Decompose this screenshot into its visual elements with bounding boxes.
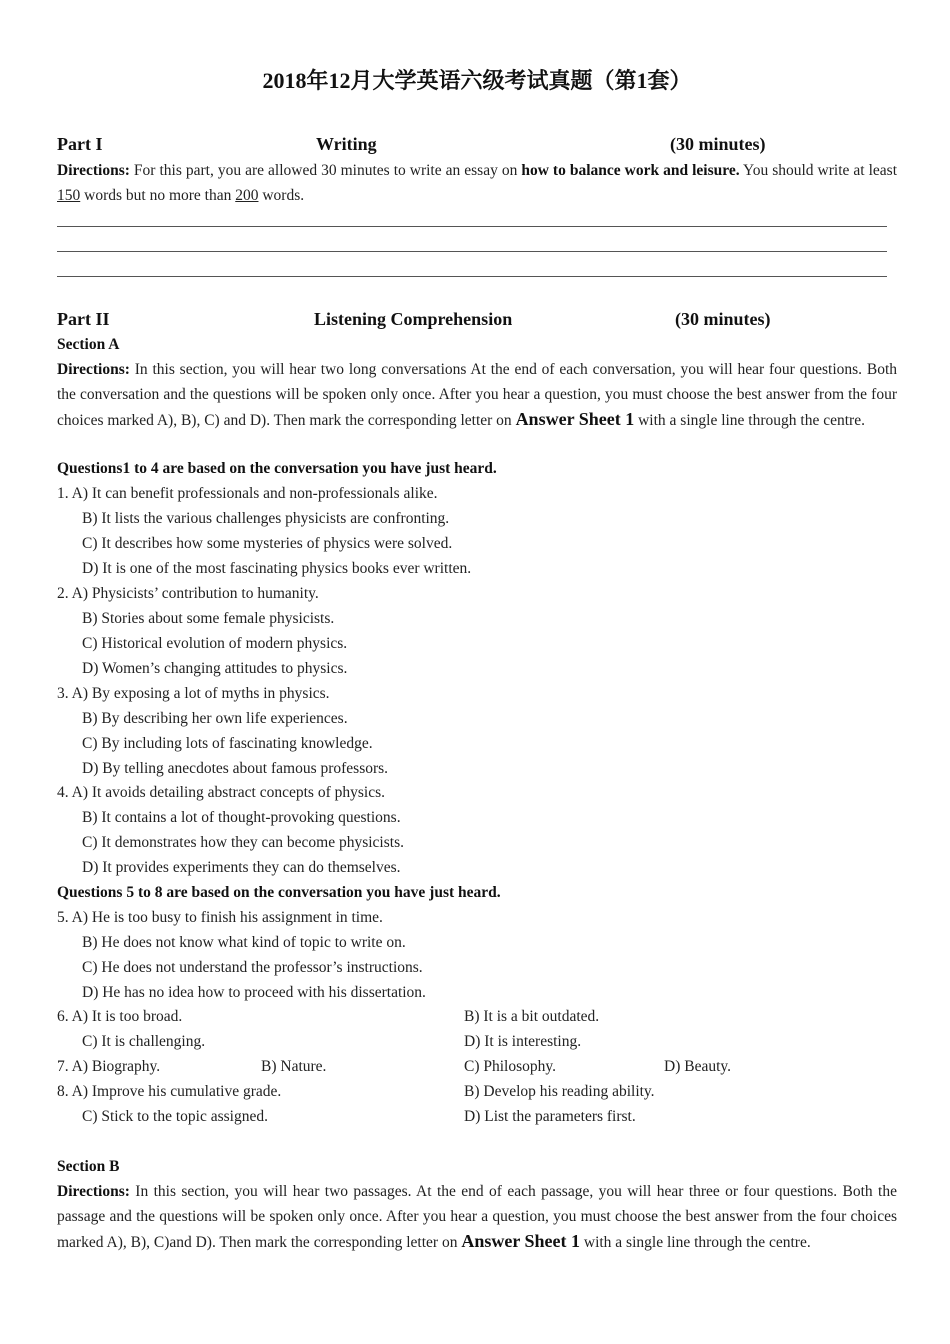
- q8-option-d: D) List the parameters first.: [464, 1108, 636, 1125]
- q6-option-a: 6. A) It is too broad.: [57, 1008, 183, 1025]
- q2-option-c: C) Historical evolution of modern physics.: [82, 635, 348, 652]
- q6-option-c: C) It is challenging.: [82, 1033, 206, 1050]
- part1-directions: Directions: For this part, you are allowed 30 minutes to write an essay on how to balance work and leisure. You should write at least 150 words but no more than 200 words.: [57, 162, 898, 204]
- page-title: 2018年12月大学英语六级考试真题（第1套）: [262, 68, 692, 93]
- part1-time: (30 minutes): [670, 134, 766, 154]
- q3-option-a: 3. A) By exposing a lot of myths in physics.: [57, 685, 330, 702]
- q3-option-c: C) By including lots of fascinating knowledge.: [82, 735, 373, 752]
- question-group-heading: Questions1 to 4 are based on the conversation you have just heard.: [57, 460, 497, 477]
- directions-label: Directions:: [57, 1183, 130, 1200]
- min-words: 150: [57, 187, 81, 204]
- q3-option-b: B) By describing her own life experiences.: [82, 710, 348, 727]
- q6-option-b: B) It is a bit outdated.: [464, 1008, 600, 1025]
- answer-line-1: [57, 226, 887, 227]
- q2-option-d: D) Women’s changing attitudes to physics.: [82, 660, 348, 677]
- q2-option-b: B) Stories about some female physicists.: [82, 610, 335, 627]
- sectionB-directions: Directions: In this section, you will hear two passages. At the end of each passage, you will hear three or four questions. Both the passage and the questions will be spoken only once. After you hear a question, you must choose the best answer from the four choices marked A), B), C)and D). Then mark the corresponding letter on Answer Sheet 1 with a single line through the centre.: [57, 1183, 897, 1251]
- q3-option-d: D) By telling anecdotes about famous professors.: [82, 760, 389, 777]
- q8-option-b: B) Develop his reading ability.: [464, 1083, 655, 1100]
- essay-topic: how to balance work and leisure.: [521, 162, 740, 179]
- q7-option-a: 7. A) Biography.: [57, 1058, 161, 1075]
- max-words: 200: [235, 187, 259, 204]
- part2-name: Listening Comprehension: [314, 309, 513, 329]
- part2-time: (30 minutes): [675, 309, 771, 329]
- q5-option-c: C) He does not understand the professor’s instructions.: [82, 959, 423, 976]
- q4-option-b: B) It contains a lot of thought-provoking questions.: [82, 809, 401, 826]
- q1-option-a: 1. A) It can benefit professionals and non-professionals alike.: [57, 485, 438, 502]
- part1-name: Writing: [316, 134, 377, 154]
- sectionA-directions: Directions: In this section, you will hear two long conversations At the end of each conversation, you will hear four questions. Both the conversation and the questions will be spoken only once. After you hear a question, you must choose the best answer from the four choices marked A), B), C) and D). Then mark the corresponding letter on Answer Sheet 1 with a single line through the centre.: [57, 361, 897, 429]
- directions-label: Directions:: [57, 361, 130, 378]
- answer-line-3: [57, 276, 887, 277]
- q4-option-c: C) It demonstrates how they can become physicists.: [82, 834, 404, 851]
- q4-option-a: 4. A) It avoids detailing abstract concepts of physics.: [57, 784, 386, 801]
- part1-label: Part I: [57, 134, 103, 154]
- q8-option-a: 8. A) Improve his cumulative grade.: [57, 1083, 282, 1100]
- q7-option-d: D) Beauty.: [664, 1058, 732, 1075]
- sectionB-heading: Section B: [57, 1158, 120, 1175]
- q5-option-a: 5. A) He is too busy to finish his assignment in time.: [57, 909, 383, 926]
- q4-option-d: D) It provides experiments they can do themselves.: [82, 859, 401, 876]
- question-group-heading: Questions 5 to 8 are based on the conversation you have just heard.: [57, 884, 501, 901]
- part2-label: Part II: [57, 309, 110, 329]
- answer-line-2: [57, 251, 887, 252]
- q5-option-b: B) He does not know what kind of topic to write on.: [82, 934, 406, 951]
- q8-option-c: C) Stick to the topic assigned.: [82, 1108, 268, 1125]
- q7-option-c: C) Philosophy.: [464, 1058, 557, 1075]
- q2-option-a: 2. A) Physicists’ contribution to humanity.: [57, 585, 319, 602]
- q1-option-c: C) It describes how some mysteries of physics were solved.: [82, 535, 453, 552]
- part2-header: [57, 309, 897, 333]
- q1-option-b: B) It lists the various challenges physicists are confronting.: [82, 510, 450, 527]
- answer-sheet-label: Answer Sheet 1: [515, 409, 635, 429]
- q6-option-d: D) It is interesting.: [464, 1033, 582, 1050]
- part1-header: [57, 134, 897, 158]
- q1-option-d: D) It is one of the most fascinating physics books ever written.: [82, 560, 472, 577]
- directions-label: Directions:: [57, 162, 130, 179]
- q7-option-b: B) Nature.: [261, 1058, 327, 1075]
- sectionA-heading: Section A: [57, 336, 120, 353]
- q5-option-d: D) He has no idea how to proceed with his dissertation.: [82, 984, 426, 1001]
- answer-sheet-label: Answer Sheet 1: [461, 1231, 580, 1251]
